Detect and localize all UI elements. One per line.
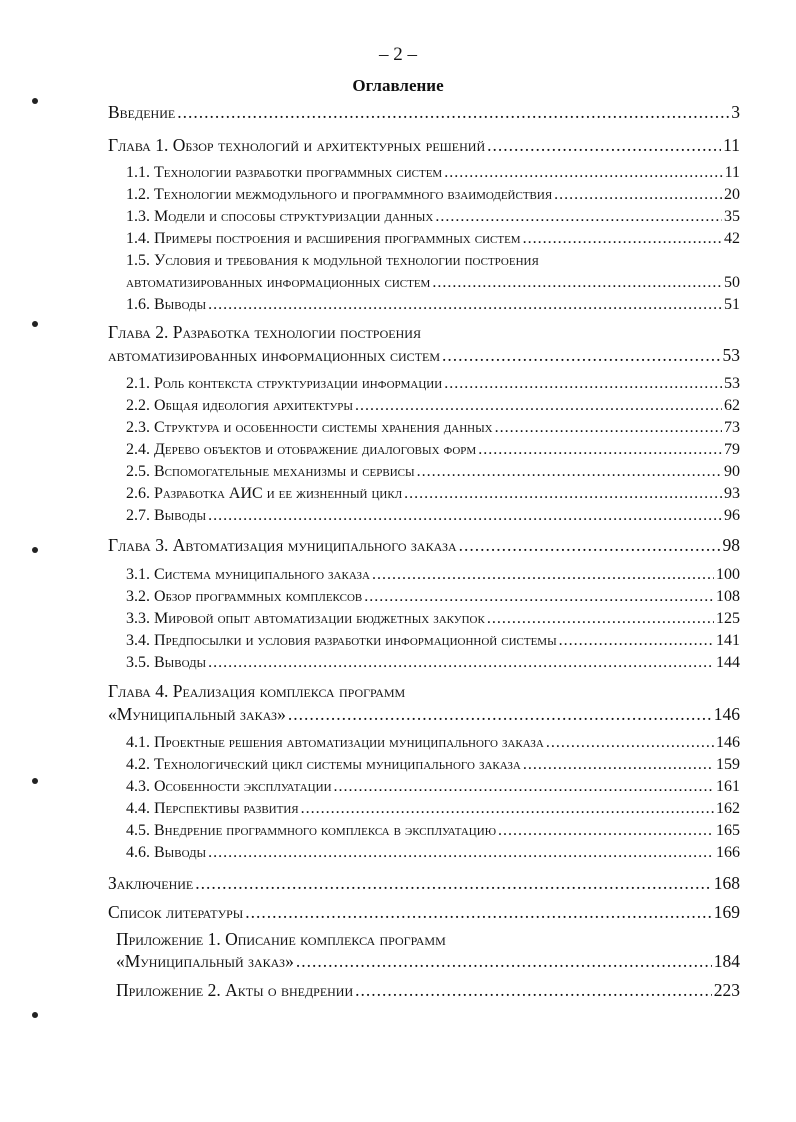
toc-entry-1-5[interactable]	[126, 274, 740, 292]
toc-entry-page: 50	[724, 274, 740, 291]
leader-dots	[355, 397, 722, 415]
toc-entry-4-6[interactable]	[126, 844, 740, 862]
toc-entry-appendix-1[interactable]	[116, 951, 740, 972]
toc-entry-chapter-1[interactable]	[108, 135, 740, 156]
page-number: – 2 –	[379, 44, 417, 65]
toc-entry-page: 166	[716, 844, 740, 861]
toc-entry-4-1[interactable]	[126, 734, 740, 752]
toc-entry-page: 11	[723, 135, 740, 155]
toc-entry-page: 42	[724, 230, 740, 247]
toc-entry-page: 90	[724, 463, 740, 480]
toc-entry-appendix-2[interactable]	[116, 980, 740, 1001]
leader-dots	[372, 566, 714, 584]
toc-entry-page: 146	[713, 704, 740, 724]
toc-entry-2-1[interactable]	[126, 375, 740, 393]
leader-dots	[523, 756, 714, 774]
toc-entry-label: 1.3. Модели и способы структуризации данных	[126, 208, 434, 225]
toc-entry-2-6[interactable]	[126, 485, 740, 503]
toc-entry-page: 169	[713, 902, 740, 922]
toc-entry-chapter-2-line1: Глава 2. Разработка технологии построения	[108, 322, 421, 342]
leader-dots	[442, 345, 720, 366]
toc-entry-conclusion[interactable]	[108, 873, 740, 894]
toc-entry-introduction[interactable]	[108, 102, 740, 123]
toc-entry-label: Заключение	[108, 873, 194, 893]
leader-dots	[208, 654, 714, 672]
toc-entry-page: 96	[724, 507, 740, 524]
toc-entry-label: 2.7. Выводы	[126, 507, 207, 524]
binder-hole-mark	[32, 98, 38, 104]
toc-entry-1-6[interactable]	[126, 296, 740, 314]
toc-entry-page: 79	[724, 441, 740, 458]
toc-entry-page: 168	[713, 873, 740, 893]
toc-entry-label: 4.5. Внедрение программного комплекса в эксплуатацию	[126, 822, 496, 839]
toc-entry-page: 35	[724, 208, 740, 225]
leader-dots	[334, 778, 714, 796]
toc-entry-label: 2.2. Общая идеология архитектуры	[126, 397, 354, 414]
toc-entry-label: 1.2. Технологии межмодульного и программного взаимодействия	[126, 186, 553, 203]
toc-entry-1-2[interactable]	[126, 186, 740, 204]
leader-dots	[487, 135, 721, 156]
leader-dots	[301, 800, 714, 818]
leader-dots	[559, 632, 714, 650]
toc-entry-page: 184	[713, 951, 740, 971]
toc-entry-label: автоматизированных информационных систем	[126, 274, 431, 291]
toc-entry-1-1[interactable]	[126, 164, 740, 182]
toc-entry-page: 98	[722, 535, 740, 555]
toc-entry-label: Глава 3. Автоматизация муниципального заказа	[108, 535, 457, 555]
toc-entry-page: 165	[716, 822, 740, 839]
toc-entry-page: 53	[722, 345, 740, 365]
toc-entry-3-4[interactable]	[126, 632, 740, 650]
toc-entry-label: 4.6. Выводы	[126, 844, 207, 861]
toc-entry-chapter-4-line1: Глава 4. Реализация комплекса программ	[108, 681, 406, 701]
toc-title: Оглавление	[352, 76, 444, 95]
toc-entry-page: 159	[716, 756, 740, 773]
toc-entry-label: 3.5. Выводы	[126, 654, 207, 671]
leader-dots	[296, 951, 712, 972]
toc-entry-3-5[interactable]	[126, 654, 740, 672]
toc-entry-label: 1.6. Выводы	[126, 296, 207, 313]
toc-entry-3-3[interactable]	[126, 610, 740, 628]
toc-entry-page: 108	[716, 588, 740, 605]
toc-entry-label: 2.1. Роль контекста структуризации информации	[126, 375, 443, 392]
toc-entry-label: Список литературы	[108, 902, 244, 922]
leader-dots	[478, 441, 722, 459]
leader-dots	[177, 102, 729, 123]
toc-entry-1-3[interactable]	[126, 208, 740, 226]
toc-entry-label: «Муниципальный заказ»	[108, 704, 286, 724]
toc-entry-references[interactable]	[108, 902, 740, 923]
leader-dots	[417, 463, 722, 481]
leader-dots	[432, 274, 722, 292]
toc-entry-label: Глава 1. Обзор технологий и архитектурных решений	[108, 135, 486, 155]
binder-hole-mark	[32, 1012, 38, 1018]
toc-entry-label: 4.4. Перспективы развития	[126, 800, 299, 817]
toc-entry-page: 3	[731, 102, 740, 122]
toc-entry-page: 162	[716, 800, 740, 817]
toc-entry-page: 73	[724, 419, 740, 436]
toc-entry-page: 53	[724, 375, 740, 392]
toc-entry-label: 3.3. Мировой опыт автоматизации бюджетных закупок	[126, 610, 485, 627]
toc-entry-page: 11	[724, 164, 740, 181]
leader-dots	[208, 507, 722, 525]
toc-entry-4-5[interactable]	[126, 822, 740, 840]
leader-dots	[444, 375, 722, 393]
toc-entry-label: Приложение 2. Акты о внедрении	[116, 980, 354, 1000]
leader-dots	[435, 208, 722, 226]
toc-entry-label: 1.4. Примеры построения и расширения программных систем	[126, 230, 521, 247]
toc-entry-1-5-line1: 1.5. Условия и требования к модульной технологии построения	[126, 252, 539, 269]
toc-entry-page: 51	[724, 296, 740, 313]
toc-entry-label: 3.4. Предпосылки и условия разработки информационной системы	[126, 632, 557, 649]
toc-entry-4-3[interactable]	[126, 778, 740, 796]
leader-dots	[208, 296, 722, 314]
toc-entry-chapter-2[interactable]	[108, 345, 740, 366]
toc-entry-2-2[interactable]	[126, 397, 740, 415]
toc-entry-2-7[interactable]	[126, 507, 740, 525]
leader-dots	[554, 186, 722, 204]
toc-entry-label: «Муниципальный заказ»	[116, 951, 294, 971]
toc-entry-page: 93	[724, 485, 740, 502]
toc-entry-page: 161	[716, 778, 740, 795]
binder-hole-mark	[32, 547, 38, 553]
binder-hole-mark	[32, 778, 38, 784]
toc-entry-chapter-4[interactable]	[108, 704, 740, 725]
leader-dots	[495, 419, 722, 437]
toc-entry-2-5[interactable]	[126, 463, 740, 481]
leader-dots	[404, 485, 722, 503]
toc-entry-page: 141	[716, 632, 740, 649]
toc-entry-3-2[interactable]	[126, 588, 740, 606]
leader-dots	[487, 610, 714, 628]
leader-dots	[364, 588, 714, 606]
toc-entry-label: 2.6. Разработка АИС и ее жизненный цикл	[126, 485, 403, 502]
toc-entry-label: 1.1. Технологии разработки программных систем	[126, 164, 443, 181]
toc-entry-label: автоматизированных информационных систем	[108, 345, 441, 365]
binder-hole-mark	[32, 321, 38, 327]
toc-entry-label: Введение	[108, 102, 176, 122]
toc-entry-page: 62	[724, 397, 740, 414]
leader-dots	[523, 230, 722, 248]
toc-entry-label: 2.3. Структура и особенности системы хранения данных	[126, 419, 493, 436]
toc-entry-label: 4.1. Проектные решения автоматизации муниципального заказа	[126, 734, 544, 751]
toc-entry-page: 146	[716, 734, 740, 751]
toc-entry-label: 3.2. Обзор программных комплексов	[126, 588, 363, 605]
leader-dots	[208, 844, 714, 862]
toc-entry-4-4[interactable]	[126, 800, 740, 818]
toc-entry-page: 20	[724, 186, 740, 203]
toc-entry-label: 2.4. Дерево объектов и отображение диалоговых форм	[126, 441, 477, 458]
toc-entry-label: 2.5. Вспомогательные механизмы и сервисы	[126, 463, 415, 480]
toc-entry-label: 3.1. Система муниципального заказа	[126, 566, 370, 583]
toc-entry-label: 4.2. Технологический цикл системы муниципального заказа	[126, 756, 521, 773]
toc-entry-3-1[interactable]	[126, 566, 740, 584]
leader-dots	[355, 980, 712, 1001]
leader-dots	[195, 873, 712, 894]
toc-entry-label: 4.3. Особенности эксплуатации	[126, 778, 332, 795]
toc-entry-page: 144	[716, 654, 740, 671]
toc-entry-page: 100	[716, 566, 740, 583]
toc-entry-appendix-1-line1: Приложение 1. Описание комплекса программ	[116, 929, 446, 949]
toc-entry-4-2[interactable]	[126, 756, 740, 774]
leader-dots	[498, 822, 714, 840]
leader-dots	[546, 734, 714, 752]
leader-dots	[288, 704, 712, 725]
toc-entry-page: 125	[716, 610, 740, 627]
toc-entry-2-3[interactable]	[126, 419, 740, 437]
leader-dots	[444, 164, 722, 182]
toc-entry-2-4[interactable]	[126, 441, 740, 459]
leader-dots	[459, 535, 721, 556]
toc-entry-1-4[interactable]	[126, 230, 740, 248]
toc-entry-chapter-3[interactable]	[108, 535, 740, 556]
leader-dots	[245, 902, 712, 923]
toc-entry-page: 223	[713, 980, 740, 1000]
